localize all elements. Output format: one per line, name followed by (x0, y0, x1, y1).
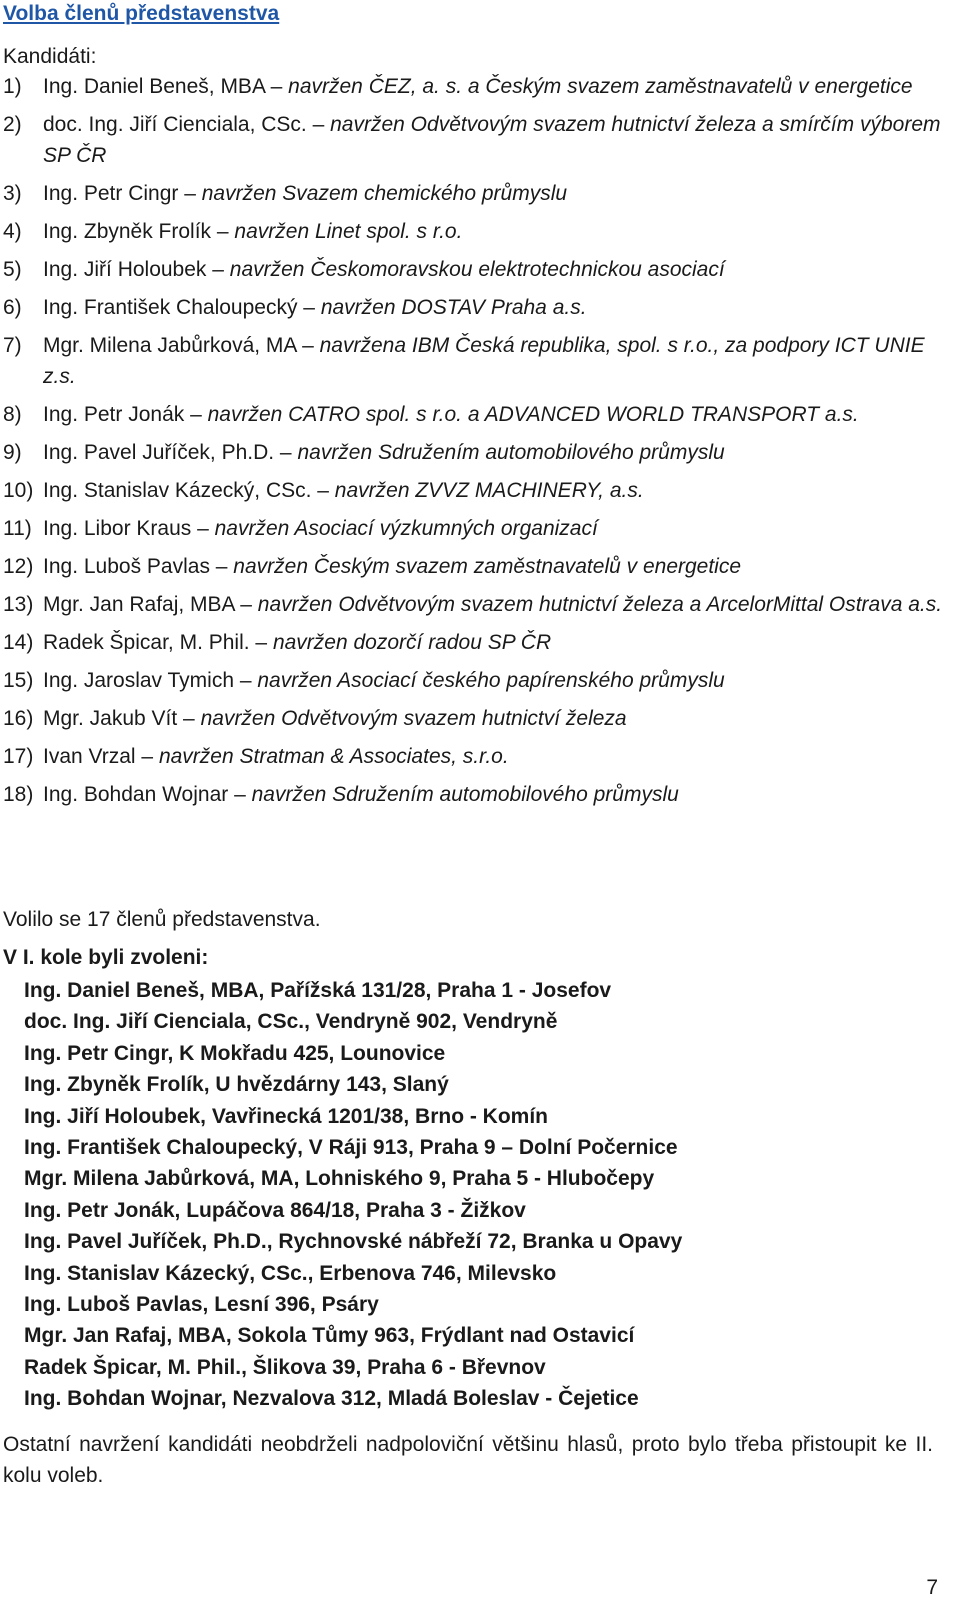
candidate-nomination: navržen Svazem chemického průmyslu (195, 182, 568, 205)
candidate-item (0, 627, 950, 658)
candidate-item (0, 437, 950, 468)
candidate-text (43, 779, 950, 810)
candidate-number: 9) (3, 441, 22, 464)
elected-member: Mgr. Milena Jabůrková, MA, Lohniského 9, Praha 5 - Hlubočepy (24, 1167, 655, 1191)
elected-member: Ing. Bohdan Wojnar, Nezvalova 312, Mladá Boleslav - Čejetice (24, 1387, 639, 1411)
candidate-name: Ing. Petr Jonák – (43, 403, 202, 426)
candidate-number: 13) (3, 593, 34, 616)
elected-member: Ing. Pavel Juříček, Ph.D., Rychnovské nábřeží 72, Branka u Opavy (24, 1230, 683, 1254)
section-heading: Volba členů představenstva (3, 2, 280, 25)
candidate-item (0, 589, 950, 620)
candidate-number: 1) (3, 75, 22, 98)
candidate-text (43, 399, 950, 430)
candidate-name: doc. Ing. Jiří Cienciala, CSc. – (43, 113, 325, 136)
candidate-nomination: navržen Odvětvovým svazem hutnictví železa a smírčím výborem SP ČR (43, 113, 941, 167)
candidate-item (0, 551, 950, 582)
candidate-nomination: navržen CATRO spol. s r.o. a ADVANCED WORLD TRANSPORT a.s. (201, 403, 859, 426)
candidate-text (43, 109, 950, 171)
candidate-number: 5) (3, 258, 22, 281)
candidate-number: 10) (3, 479, 34, 502)
candidate-name: Mgr. Milena Jabůrková, MA – (43, 334, 314, 357)
candidate-number: 3) (3, 182, 22, 205)
candidate-nomination: navržen dozorčí radou SP ČR (267, 631, 552, 654)
candidate-item (0, 703, 950, 734)
candidate-number: 8) (3, 403, 22, 426)
page-number: 7 (926, 1576, 938, 1599)
candidate-name: Ing. František Chaloupecký – (43, 296, 315, 319)
candidate-nomination: navržen Sdružením automobilového průmyslu (245, 783, 679, 806)
candidate-name: Ing. Luboš Pavlas – (43, 555, 228, 578)
candidate-nomination: navržen Českomoravskou elektrotechnickou asociací (223, 258, 725, 281)
candidate-item (0, 254, 950, 285)
candidate-name: Ing. Libor Kraus – (43, 517, 209, 540)
candidate-name: Ing. Zbyněk Frolík – (43, 220, 229, 243)
elected-member: Ing. Petr Cingr, K Mokřadu 425, Lounovice (24, 1041, 446, 1065)
candidate-text (43, 437, 950, 468)
candidate-name: Ing. Daniel Beneš, MBA – (43, 75, 283, 98)
candidate-name: Radek Špicar, M. Phil. – (43, 631, 268, 654)
elected-member: Ing. Zbyněk Frolík, U hvězdárny 143, Slaný (24, 1073, 449, 1097)
candidate-nomination: navržen DOSTAV Praha a.s. (314, 296, 587, 319)
elected-member: Ing. Jiří Holoubek, Vavřinecká 1201/38, Brno - Komín (24, 1104, 549, 1128)
candidate-name: Mgr. Jakub Vít – (43, 707, 195, 730)
candidate-item (0, 513, 950, 544)
candidate-nomination: navržen ČEZ, a. s. a Českým svazem zaměstnavatelů v energetice (282, 75, 913, 98)
elected-member: Ing. Stanislav Kázecký, CSc., Erbenova 746, Milevsko (24, 1261, 557, 1285)
candidate-nomination: navržen Stratman & Associates, s.r.o. (153, 745, 509, 768)
candidate-text (43, 703, 950, 734)
round-label: V I. kole byli zvoleni: (3, 946, 209, 969)
candidates-label: Kandidáti: (3, 45, 97, 68)
candidate-name: Ing. Jiří Holoubek – (43, 258, 224, 281)
candidate-text (43, 589, 950, 620)
candidate-item (0, 71, 950, 102)
candidate-number: 2) (3, 113, 22, 136)
candidate-text (43, 665, 950, 696)
candidate-item (0, 741, 950, 772)
candidate-text (43, 513, 950, 544)
candidate-nomination: navržen ZVVZ MACHINERY, a.s. (328, 479, 644, 502)
candidate-text (43, 551, 950, 582)
elected-member: doc. Ing. Jiří Cienciala, CSc., Vendryně 902, Vendryně (24, 1010, 558, 1034)
candidate-number: 4) (3, 220, 22, 243)
candidate-nomination: navržena IBM Česká republika, spol. s r.o., za podpory ICT UNIE z.s. (43, 334, 925, 388)
candidate-number: 17) (3, 745, 34, 768)
candidate-number: 7) (3, 334, 22, 357)
elected-member: Radek Špicar, M. Phil., Šlikova 39, Praha 6 - Břevnov (24, 1355, 546, 1379)
candidate-nomination: navržen Asociací výzkumných organizací (208, 517, 598, 540)
candidate-item (0, 779, 950, 810)
candidate-nomination: navržen Asociací českého papírenského průmyslu (251, 669, 725, 692)
candidate-item (0, 475, 950, 506)
candidate-number: 15) (3, 669, 34, 692)
candidates-list (0, 71, 950, 817)
candidate-item (0, 292, 950, 323)
candidate-number: 14) (3, 631, 34, 654)
candidate-text (43, 330, 950, 392)
footer-paragraph: Ostatní navržení kandidáti neobdrželi nadpoloviční většinu hlasů, proto bylo třeba přistoupit ke II. kolu voleb. (3, 1433, 933, 1487)
candidate-text (43, 254, 950, 285)
candidate-nomination: navržen Českým svazem zaměstnavatelů v energetice (227, 555, 742, 578)
candidate-text (43, 741, 950, 772)
candidate-nomination: navržen Linet spol. s r.o. (228, 220, 463, 243)
candidate-item (0, 330, 950, 392)
candidate-text (43, 178, 950, 209)
candidate-text (43, 475, 950, 506)
candidate-item (0, 399, 950, 430)
candidate-name: Ing. Jaroslav Tymich – (43, 669, 252, 692)
candidate-name: Ing. Petr Cingr – (43, 182, 196, 205)
elected-member: Ing. Daniel Beneš, MBA, Pařížská 131/28, Praha 1 - Josefov (24, 979, 612, 1002)
elected-member: Mgr. Jan Rafaj, MBA, Sokola Tůmy 963, Frýdlant nad Ostavicí (24, 1324, 635, 1348)
candidate-item (0, 216, 950, 247)
candidate-number: 12) (3, 555, 34, 578)
candidate-item (0, 178, 950, 209)
candidate-number: 16) (3, 707, 34, 730)
candidate-nomination: navržen Odvětvovým svazem hutnictví železa (194, 707, 627, 730)
elected-member: Ing. František Chaloupecký, V Ráji 913, Praha 9 – Dolní Počernice (24, 1135, 678, 1159)
elected-member: Ing. Luboš Pavlas, Lesní 396, Psáry (24, 1292, 379, 1316)
candidate-number: 11) (3, 517, 32, 540)
candidate-name: Ing. Pavel Juříček, Ph.D. – (43, 441, 292, 464)
elected-list (24, 975, 682, 1414)
summary-text: Volilo se 17 členů představenstva. (3, 908, 321, 931)
elected-member: Ing. Petr Jonák, Lupáčova 864/18, Praha 3 - Žižkov (24, 1198, 526, 1222)
candidate-name: Ing. Stanislav Kázecký, CSc. – (43, 479, 329, 502)
candidate-text (43, 216, 950, 247)
candidate-name: Ivan Vrzal – (43, 745, 154, 768)
candidate-name: Ing. Bohdan Wojnar – (43, 783, 246, 806)
candidate-text (43, 71, 950, 102)
candidate-name: Mgr. Jan Rafaj, MBA – (43, 593, 252, 616)
candidate-nomination: navržen Sdružením automobilového průmyslu (291, 441, 725, 464)
candidate-text (43, 627, 950, 658)
candidate-number: 6) (3, 296, 22, 319)
candidate-nomination: navržen Odvětvovým svazem hutnictví železa a ArcelorMittal Ostrava a.s. (251, 593, 943, 616)
candidate-text (43, 292, 950, 323)
candidate-item (0, 109, 950, 171)
candidate-number: 18) (3, 783, 34, 806)
candidate-item (0, 665, 950, 696)
